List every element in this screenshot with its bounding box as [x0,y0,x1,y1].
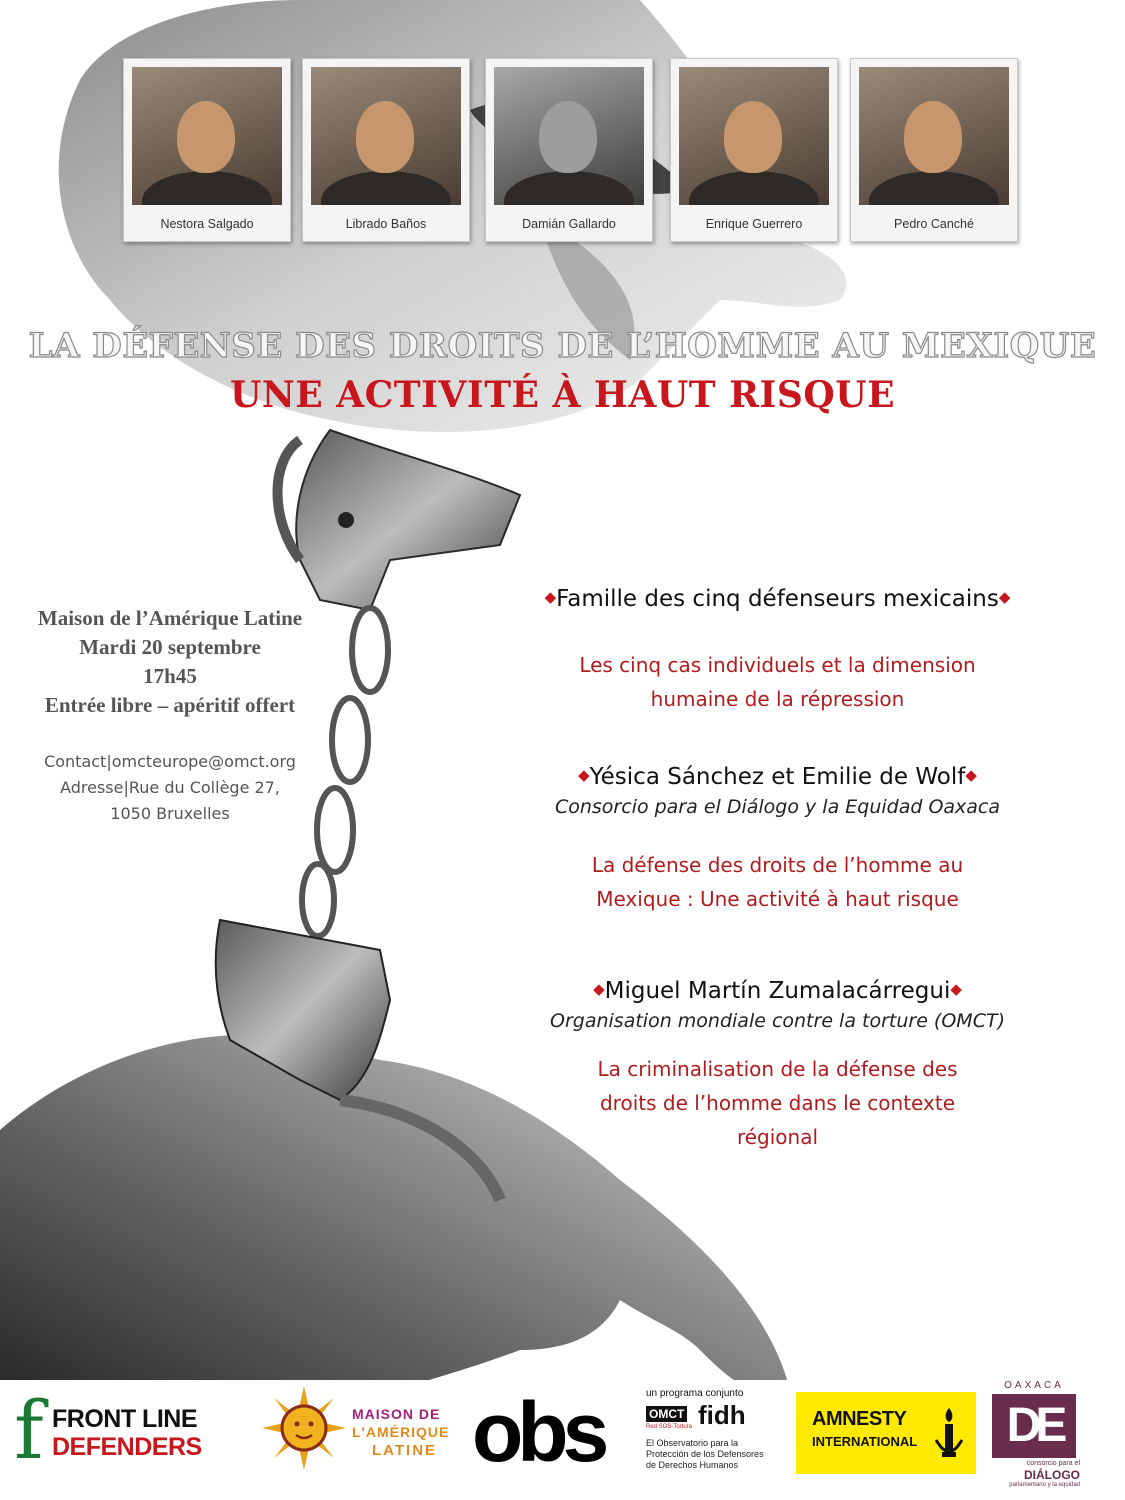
main-subtitle: UNE ACTIVITÉ À HAUT RISQUE [229,374,896,416]
defenders-text: DEFENDERS [52,1433,202,1461]
obs-text: obs [472,1385,604,1479]
topic-line: Mexique : Une activité à haut risque [596,887,959,911]
omct-sub-text: Red SOS-Tortura [646,1424,693,1430]
event-time: 17h45 [143,664,197,688]
fidh-text: fidh [698,1400,746,1430]
amerique-text: L'AMÉRIQUE [352,1424,450,1440]
international-text: INTERNATIONAL [812,1434,918,1449]
topic-line: Les cinq cas individuels et la dimension [579,653,976,677]
topic-line: droits de l’homme dans le contexte [599,1091,955,1115]
sun-icon [262,1386,346,1470]
frontline-text: FRONT LINE [52,1405,197,1433]
defender-photo-librado [302,58,470,242]
address-line-2: 1050 Bruxelles [110,804,230,823]
defender-name: Pedro Canché [894,217,974,231]
event-info [10,604,330,720]
topic-line: La défense des droits de l’homme au [591,853,964,877]
defender-photo-damian [485,58,653,242]
observatorio-text: El Observatorio para la [646,1438,739,1448]
omct-text: OMCT [646,1406,687,1422]
entry-note: Entrée libre – apéritif offert [44,693,296,717]
consorcio-oaxaca-logo [988,1380,1080,1492]
defender-name: Enrique Guerrero [705,217,803,231]
venue: Maison de l’Amérique Latine [37,606,303,630]
contact-email[interactable]: Contact|omcteurope@omct.org [44,752,296,771]
red-diamond-icon: ◆ [950,980,962,998]
red-diamond-icon: ◆ [578,766,590,784]
observatorio-text: de Derechos Humanos [646,1460,739,1470]
defender-name: Nestora Salgado [160,217,254,231]
red-diamond-icon: ◆ [965,766,977,784]
defender-name: Damián Gallardo [522,217,616,231]
amnesty-text: AMNESTY [812,1408,907,1430]
red-diamond-icon: ◆ [593,980,605,998]
contact-block [10,749,330,827]
event-date: Mardi 20 septembre [79,635,261,659]
maison-text: MAISON DE [352,1406,441,1422]
speaker-name: Famille des cinq défenseurs mexicains [556,586,999,612]
amnesty-international-logo [796,1392,976,1474]
defender-name: Librado Baños [345,217,427,231]
candle-icon [934,1406,964,1462]
topic-line: régional [736,1125,819,1149]
defender-photo-enrique [670,58,838,242]
topic-line: humaine de la répression [650,687,905,711]
main-title: LA DÉFENSE DES DROITS DE L’HOMME AU MEXIQUE [28,326,1097,366]
dialogo-text: DIÁLOGO [1024,1468,1080,1482]
speaker-organization: Consorcio para el Diálogo y la Equidad Oaxaca [554,796,1001,818]
red-diamond-icon: ◆ [998,588,1011,606]
obs-logo [472,1382,632,1482]
oaxaca-text: OAXACA [1004,1380,1064,1391]
program-item-3 [465,978,1090,1154]
program-item-1 [465,586,1090,716]
de-mark: DE [992,1394,1076,1458]
address-line-1: Adresse|Rue du Collège 27, [60,778,280,797]
maison-amerique-latine-logo [262,1380,462,1480]
speaker-name: Miguel Martín Zumalacárregui [604,978,951,1004]
omct-fidh-logo [646,1388,786,1478]
speaker-name: Yésica Sánchez et Emilie de Wolf [589,764,966,790]
topic-line: La criminalisation de la défense des [597,1057,958,1081]
latine-text: LATINE [372,1442,438,1459]
defender-photo-nestora [123,58,291,242]
red-diamond-icon: ◆ [544,588,557,606]
speaker-organization: Organisation mondiale contre la torture (OMCT) [550,1010,1005,1032]
consorcio-sub-text: parlamentario y la equidad [1009,1482,1080,1488]
frontline-defenders-logo: f FRONT LINE DEFENDERS [14,1384,202,1477]
consorcio-text: consorcio para el [1026,1460,1080,1467]
defender-photo-pedro [850,58,1018,242]
observatorio-text: Protección de los Defensores [646,1449,764,1459]
program-label: un programa conjunto [646,1388,744,1399]
program-item-2 [465,764,1090,916]
